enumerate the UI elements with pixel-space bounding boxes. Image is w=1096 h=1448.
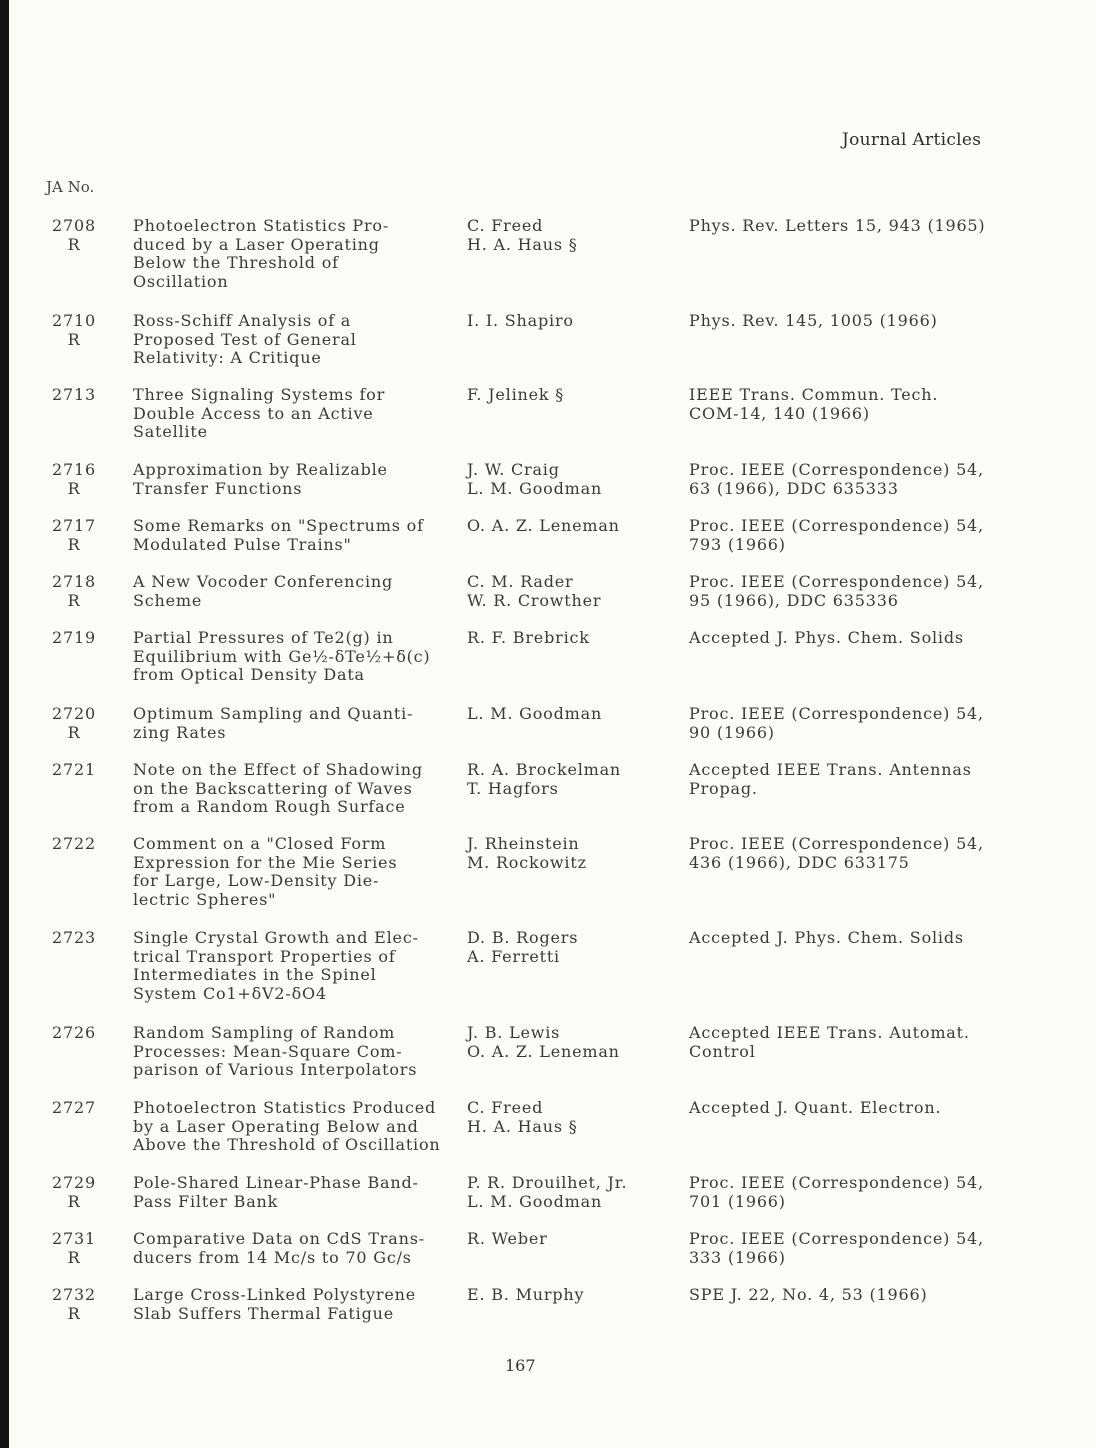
entry-number: 2717 R	[52, 516, 96, 554]
entry-title: Single Crystal Growth and Elec- trical Transport Properties of Intermediates in the Spinel System Co1+δV2-δO4	[133, 928, 419, 1003]
entry-number: 2708 R	[52, 216, 96, 254]
entry-title: Photoelectron Statistics Pro- duced by a Laser Operating Below the Threshold of Oscillation	[133, 216, 390, 291]
entry-number: 2721	[52, 760, 96, 779]
entry-number: 2718 R	[52, 572, 96, 610]
entry-title: A New Vocoder Conferencing Scheme	[133, 572, 394, 610]
entry-journal: Accepted J. Phys. Chem. Solids	[689, 628, 964, 647]
entry-journal: Proc. IEEE (Correspondence) 54, 95 (1966), DDC 635336	[689, 572, 984, 610]
entry-authors: C. M. Rader W. R. Crowther	[467, 572, 602, 610]
entry-number: 2716 R	[52, 460, 96, 498]
entry-authors: C. Freed H. A. Haus §	[467, 1098, 578, 1136]
entry-authors: J. Rheinstein M. Rockowitz	[467, 834, 587, 872]
entry-title: Comment on a "Closed Form Expression for the Mie Series for Large, Low-Density Die- lectric Spheres"	[133, 834, 398, 909]
entry-number: 2722	[52, 834, 96, 853]
entry-journal: Phys. Rev. Letters 15, 943 (1965)	[689, 216, 986, 235]
entry-title: Ross-Schiff Analysis of a Proposed Test of General Relativity: A Critique	[133, 311, 357, 368]
entry-number: 2729 R	[52, 1173, 96, 1211]
entry-journal: Accepted IEEE Trans. Antennas Propag.	[689, 760, 972, 798]
entry-journal: Proc. IEEE (Correspondence) 54, 701 (1966)	[689, 1173, 984, 1211]
entry-authors: E. B. Murphy	[467, 1285, 585, 1304]
entry-authors: I. I. Shapiro	[467, 311, 574, 330]
column-header: JA No.	[46, 178, 95, 196]
entry-authors: O. A. Z. Leneman	[467, 516, 620, 535]
entry-authors: R. F. Brebrick	[467, 628, 590, 647]
entry-journal: Proc. IEEE (Correspondence) 54, 90 (1966)	[689, 704, 984, 742]
entry-journal: Proc. IEEE (Correspondence) 54, 793 (1966)	[689, 516, 984, 554]
entry-number: 2710 R	[52, 311, 96, 349]
entry-journal: IEEE Trans. Commun. Tech. COM-14, 140 (1966)	[689, 385, 939, 423]
entry-title: Pole-Shared Linear-Phase Band- Pass Filter Bank	[133, 1173, 419, 1211]
entry-authors: L. M. Goodman	[467, 704, 603, 723]
entry-number: 2713	[52, 385, 96, 404]
entry-title: Comparative Data on CdS Trans- ducers from 14 Mc/s to 70 Gc/s	[133, 1229, 425, 1267]
entry-title: Approximation by Realizable Transfer Functions	[133, 460, 388, 498]
entry-journal: Accepted J. Phys. Chem. Solids	[689, 928, 964, 947]
entry-authors: F. Jelinek §	[467, 385, 565, 404]
entry-journal: Phys. Rev. 145, 1005 (1966)	[689, 311, 938, 330]
entry-journal: Proc. IEEE (Correspondence) 54, 436 (1966), DDC 633175	[689, 834, 984, 872]
entry-number: 2732 R	[52, 1285, 96, 1323]
entry-title: Optimum Sampling and Quanti- zing Rates	[133, 704, 414, 742]
entry-number: 2720 R	[52, 704, 96, 742]
entry-authors: R. Weber	[467, 1229, 548, 1248]
entry-title: Note on the Effect of Shadowing on the Backscattering of Waves from a Random Rough Surface	[133, 760, 423, 817]
entry-journal: Accepted IEEE Trans. Automat. Control	[689, 1023, 970, 1061]
entry-journal: SPE J. 22, No. 4, 53 (1966)	[689, 1285, 928, 1304]
entry-journal: Proc. IEEE (Correspondence) 54, 63 (1966), DDC 635333	[689, 460, 984, 498]
entry-journal: Proc. IEEE (Correspondence) 54, 333 (1966)	[689, 1229, 984, 1267]
entry-authors: J. B. Lewis O. A. Z. Leneman	[467, 1023, 620, 1061]
entry-number: 2719	[52, 628, 96, 647]
entry-authors: P. R. Drouilhet, Jr. L. M. Goodman	[467, 1173, 628, 1211]
entry-title: Three Signaling Systems for Double Access to an Active Satellite	[133, 385, 386, 442]
entry-number: 2726	[52, 1023, 96, 1042]
entry-number: 2731 R	[52, 1229, 96, 1267]
entry-title: Large Cross-Linked Polystyrene Slab Suffers Thermal Fatigue	[133, 1285, 416, 1323]
entry-authors: R. A. Brockelman T. Hagfors	[467, 760, 622, 798]
entry-authors: J. W. Craig L. M. Goodman	[467, 460, 603, 498]
entry-title: Photoelectron Statistics Produced by a Laser Operating Below and Above the Threshold of Oscillation	[133, 1098, 441, 1155]
entry-authors: D. B. Rogers A. Ferretti	[467, 928, 579, 966]
entry-title: Some Remarks on "Spectrums of Modulated Pulse Trains"	[133, 516, 424, 554]
entry-authors: C. Freed H. A. Haus §	[467, 216, 578, 254]
entry-number: 2723	[52, 928, 96, 947]
entry-number: 2727	[52, 1098, 96, 1117]
scan-edge	[0, 0, 9, 1448]
page-header: Journal Articles	[842, 130, 982, 150]
entry-title: Partial Pressures of Te2(g) in Equilibrium with Ge½-δTe½+δ(c) from Optical Density Data	[133, 628, 431, 685]
entry-journal: Accepted J. Quant. Electron.	[689, 1098, 942, 1117]
entry-title: Random Sampling of Random Processes: Mean-Square Com- parison of Various Interpolators	[133, 1023, 418, 1080]
page-number: 167	[505, 1356, 536, 1375]
